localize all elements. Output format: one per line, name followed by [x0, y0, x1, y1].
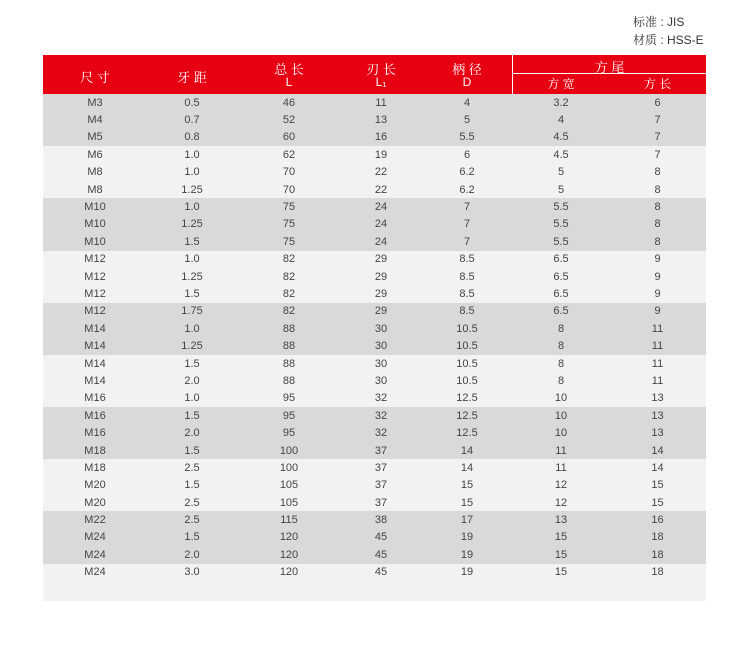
cell-square-length: 9	[654, 253, 661, 266]
cell-square-width: 8	[557, 374, 565, 387]
cell-shank-diameter: 15	[460, 479, 474, 492]
cell-square-width: 5.5	[553, 201, 569, 214]
cell-pitch: 1.75	[181, 305, 203, 318]
table-row	[43, 251, 706, 268]
cell-edge-length: 30	[374, 357, 388, 370]
cell-size: M12	[84, 253, 106, 266]
material-label: 材质 : HSS-E	[633, 33, 704, 47]
cell-square-width: 4.5	[553, 131, 569, 144]
cell-total-length: 120	[279, 566, 299, 579]
cell-edge-length: 37	[374, 444, 388, 457]
cell-edge-length: 37	[374, 479, 388, 492]
cell-square-length: 9	[654, 305, 661, 318]
cell-shank-diameter: 10.5	[456, 357, 478, 370]
cell-shank-diameter: 8.5	[459, 253, 475, 266]
cell-edge-length: 38	[374, 514, 388, 527]
cell-square-width: 6.5	[553, 287, 569, 300]
cell-square-length: 18	[651, 531, 664, 544]
cell-size: M14	[84, 322, 106, 335]
cell-pitch: 2.0	[184, 374, 200, 387]
cell-shank-diameter: 19	[460, 566, 474, 579]
cell-size: M8	[87, 183, 103, 196]
cell-square-width: 5.5	[553, 235, 569, 248]
cell-square-length: 8	[654, 235, 661, 248]
cell-square-length: 15	[651, 479, 664, 492]
cell-total-length: 70	[282, 166, 296, 179]
table-row	[43, 233, 706, 250]
cell-total-length: 60	[282, 131, 296, 144]
cell-square-width: 5.5	[553, 218, 569, 231]
cell-pitch: 1.5	[184, 409, 200, 422]
cell-pitch: 1.0	[184, 201, 200, 214]
cell-square-width: 13	[554, 514, 568, 527]
cell-square-width: 12	[554, 496, 568, 509]
cell-pitch: 1.25	[181, 218, 203, 231]
cell-shank-diameter: 17	[460, 514, 474, 527]
cell-shank-diameter: 7	[463, 201, 471, 214]
cell-pitch: 1.25	[181, 270, 203, 283]
cell-total-length: 95	[282, 427, 296, 440]
cell-pitch: 2.5	[184, 496, 200, 509]
cell-total-length: 120	[279, 531, 299, 544]
standard-label: 标准 : JIS	[633, 15, 685, 29]
cell-shank-diameter: 5.5	[459, 131, 475, 144]
cell-pitch: 1.5	[184, 287, 200, 300]
table-row	[43, 181, 706, 198]
cell-pitch: 0.8	[184, 131, 200, 144]
cell-total-length: 82	[282, 287, 296, 300]
cell-total-length: 82	[282, 270, 296, 283]
cell-shank-diameter: 12.5	[456, 392, 478, 405]
cell-pitch: 1.0	[184, 166, 200, 179]
cell-pitch: 2.0	[184, 427, 200, 440]
cell-size: M12	[84, 287, 106, 300]
cell-edge-length: 32	[374, 427, 388, 440]
cell-size: M4	[87, 114, 103, 127]
table-row	[43, 320, 706, 337]
header-edge-length-symbol: L₁	[375, 75, 387, 89]
cell-total-length: 46	[282, 96, 296, 109]
table-row	[43, 442, 706, 459]
cell-square-width: 12	[554, 479, 568, 492]
cell-square-length: 8	[654, 183, 661, 196]
cell-total-length: 75	[282, 201, 296, 214]
cell-square-length: 13	[651, 427, 664, 440]
cell-total-length: 82	[282, 253, 296, 266]
table-row	[43, 164, 706, 181]
cell-edge-length: 24	[374, 235, 388, 248]
cell-size: M20	[84, 496, 106, 509]
cell-pitch: 1.5	[184, 531, 200, 544]
table-row	[43, 337, 706, 354]
cell-edge-length: 30	[374, 374, 388, 387]
cell-square-width: 4	[557, 114, 565, 127]
cell-square-width: 8	[557, 322, 565, 335]
cell-shank-diameter: 6.2	[459, 183, 475, 196]
cell-edge-length: 37	[374, 461, 388, 474]
table-row	[43, 268, 706, 285]
cell-edge-length: 32	[374, 392, 388, 405]
cell-square-length: 7	[654, 148, 661, 161]
cell-square-length: 15	[651, 496, 664, 509]
cell-shank-diameter: 8.5	[459, 287, 475, 300]
cell-edge-length: 16	[374, 131, 388, 144]
cell-size: M5	[87, 131, 103, 144]
cell-square-width: 10	[554, 409, 568, 422]
cell-shank-diameter: 6.2	[459, 166, 475, 179]
cell-shank-diameter: 14	[460, 444, 474, 457]
cell-size: M18	[84, 444, 106, 457]
cell-square-length: 11	[651, 357, 664, 370]
cell-square-width: 6.5	[553, 270, 569, 283]
table-footer-band	[43, 581, 706, 601]
cell-size: M8	[87, 166, 103, 179]
cell-pitch: 2.5	[184, 514, 200, 527]
cell-total-length: 88	[282, 322, 296, 335]
cell-edge-length: 29	[374, 305, 388, 318]
cell-pitch: 1.5	[184, 235, 200, 248]
cell-total-length: 75	[282, 235, 296, 248]
cell-square-length: 8	[654, 201, 661, 214]
cell-size: M20	[84, 479, 106, 492]
cell-square-length: 9	[654, 270, 661, 283]
cell-total-length: 115	[280, 514, 298, 527]
cell-square-width: 8	[557, 340, 565, 353]
cell-square-width: 11	[555, 444, 567, 457]
cell-square-length: 18	[651, 566, 664, 579]
cell-square-length: 13	[651, 392, 664, 405]
cell-square-length: 6	[654, 96, 661, 109]
cell-edge-length: 30	[374, 322, 388, 335]
cell-size: M12	[84, 305, 106, 318]
cell-square-length: 8	[654, 166, 661, 179]
header-total-length: 总 长	[274, 62, 304, 77]
cell-square-width: 15	[554, 566, 568, 579]
cell-total-length: 88	[282, 357, 296, 370]
cell-square-length: 7	[654, 114, 661, 127]
cell-total-length: 88	[282, 340, 296, 353]
cell-shank-diameter: 19	[460, 548, 474, 561]
table-row	[43, 477, 706, 494]
cell-square-width: 5	[557, 166, 565, 179]
cell-pitch: 1.5	[184, 357, 200, 370]
table-row	[43, 303, 706, 320]
cell-square-width: 11	[555, 461, 567, 474]
cell-size: M22	[84, 514, 106, 527]
table-body	[43, 94, 706, 581]
header-square-tail: 方 尾	[594, 60, 625, 75]
table-row	[43, 546, 706, 563]
cell-edge-length: 29	[374, 253, 388, 266]
cell-pitch: 1.5	[184, 444, 200, 457]
cell-edge-length: 45	[374, 548, 388, 561]
cell-square-length: 11	[651, 374, 664, 387]
cell-edge-length: 24	[374, 218, 388, 231]
cell-edge-length: 29	[374, 287, 388, 300]
cell-size: M12	[84, 270, 106, 283]
table-row	[43, 564, 706, 581]
table-row	[43, 111, 706, 128]
cell-shank-diameter: 19	[460, 531, 474, 544]
cell-pitch: 0.7	[184, 114, 200, 127]
cell-square-width: 15	[554, 531, 568, 544]
cell-pitch: 0.5	[184, 96, 200, 109]
cell-pitch: 1.0	[184, 322, 200, 335]
cell-pitch: 1.5	[184, 479, 200, 492]
cell-shank-diameter: 5	[463, 114, 471, 127]
cell-shank-diameter: 6	[463, 148, 471, 161]
table-row	[43, 494, 706, 511]
cell-pitch: 1.0	[184, 392, 200, 405]
table-row	[43, 94, 706, 111]
cell-square-length: 13	[651, 409, 664, 422]
cell-total-length: 100	[279, 461, 299, 474]
cell-size: M10	[84, 201, 106, 214]
cell-edge-length: 22	[374, 166, 388, 179]
cell-size: M24	[84, 566, 106, 579]
cell-size: M24	[84, 548, 106, 561]
table-row	[43, 372, 706, 389]
cell-edge-length: 24	[374, 201, 388, 214]
cell-size: M3	[87, 96, 103, 109]
table-row	[43, 198, 706, 215]
table-row	[43, 285, 706, 302]
cell-edge-length: 45	[374, 531, 388, 544]
cell-square-length: 8	[654, 218, 661, 231]
cell-total-length: 82	[282, 305, 296, 318]
cell-shank-diameter: 10.5	[456, 374, 478, 387]
cell-pitch: 2.5	[184, 461, 200, 474]
cell-shank-diameter: 14	[460, 461, 474, 474]
cell-total-length: 62	[282, 148, 296, 161]
cell-size: M10	[84, 218, 106, 231]
cell-square-width: 8	[557, 357, 565, 370]
cell-total-length: 100	[279, 444, 299, 457]
cell-edge-length: 11	[375, 96, 387, 109]
table-row	[43, 355, 706, 372]
cell-edge-length: 32	[374, 409, 388, 422]
table-row	[43, 146, 706, 163]
cell-square-length: 11	[651, 340, 664, 353]
cell-size: M18	[84, 461, 106, 474]
cell-total-length: 95	[282, 392, 296, 405]
cell-square-length: 9	[654, 287, 661, 300]
cell-edge-length: 45	[374, 566, 388, 579]
table-row	[43, 511, 706, 528]
table-row	[43, 216, 706, 233]
cell-total-length: 95	[282, 409, 296, 422]
cell-total-length: 52	[282, 114, 296, 127]
cell-pitch: 1.0	[184, 253, 200, 266]
cell-square-width: 4.5	[553, 148, 569, 161]
cell-pitch: 1.25	[181, 340, 203, 353]
cell-size: M14	[84, 340, 106, 353]
cell-square-width: 15	[554, 548, 568, 561]
cell-square-length: 18	[651, 548, 664, 561]
header-size: 尺 寸	[80, 70, 110, 85]
table-row	[43, 407, 706, 424]
cell-size: M16	[84, 409, 106, 422]
cell-shank-diameter: 12.5	[456, 427, 478, 440]
cell-pitch: 2.0	[184, 548, 200, 561]
table-row	[43, 390, 706, 407]
cell-size: M14	[84, 374, 106, 387]
cell-edge-length: 13	[374, 114, 388, 127]
table-row	[43, 424, 706, 441]
header-square-length: 方 长	[643, 77, 672, 91]
table-row	[43, 129, 706, 146]
cell-square-width: 5	[557, 183, 565, 196]
cell-size: M16	[84, 392, 106, 405]
cell-edge-length: 19	[374, 148, 388, 161]
cell-shank-diameter: 15	[460, 496, 474, 509]
header-pitch: 牙 距	[177, 70, 207, 85]
cell-square-width: 10	[554, 392, 568, 405]
header-total-length-symbol: L	[285, 75, 293, 89]
table-row	[43, 529, 706, 546]
cell-shank-diameter: 8.5	[459, 305, 475, 318]
cell-pitch: 1.0	[184, 148, 200, 161]
cell-shank-diameter: 10.5	[456, 322, 478, 335]
cell-total-length: 105	[279, 496, 299, 509]
cell-size: M6	[87, 148, 103, 161]
cell-total-length: 120	[279, 548, 299, 561]
cell-total-length: 70	[282, 183, 296, 196]
cell-size: M16	[84, 427, 106, 440]
cell-size: M24	[84, 531, 106, 544]
table-header	[43, 55, 706, 94]
cell-size: M10	[84, 235, 106, 248]
cell-edge-length: 37	[374, 496, 388, 509]
header-edge-length: 刃 长	[366, 62, 396, 77]
cell-square-width: 3.2	[553, 96, 569, 109]
cell-square-length: 7	[654, 131, 661, 144]
cell-shank-diameter: 8.5	[459, 270, 475, 283]
cell-square-length: 16	[651, 514, 664, 527]
cell-shank-diameter: 10.5	[456, 340, 478, 353]
cell-square-width: 6.5	[553, 305, 569, 318]
header-shank-diameter: 柄 径	[452, 62, 482, 77]
cell-square-length: 14	[651, 461, 664, 474]
cell-size: M14	[84, 357, 106, 370]
cell-pitch: 3.0	[184, 566, 200, 579]
cell-shank-diameter: 7	[463, 235, 471, 248]
cell-total-length: 105	[279, 479, 299, 492]
cell-edge-length: 29	[374, 270, 388, 283]
cell-square-width: 6.5	[553, 253, 569, 266]
cell-total-length: 88	[282, 374, 296, 387]
spec-table	[43, 55, 706, 601]
cell-pitch: 1.25	[181, 183, 203, 196]
table-row	[43, 459, 706, 476]
cell-total-length: 75	[282, 218, 296, 231]
cell-shank-diameter: 4	[463, 96, 471, 109]
cell-edge-length: 22	[374, 183, 388, 196]
cell-square-length: 14	[651, 444, 664, 457]
header-shank-symbol: D	[462, 75, 472, 89]
cell-edge-length: 30	[374, 340, 388, 353]
cell-square-width: 10	[554, 427, 568, 440]
cell-shank-diameter: 12.5	[456, 409, 478, 422]
cell-square-length: 11	[651, 322, 664, 335]
header-square-width: 方 宽	[547, 77, 575, 91]
cell-shank-diameter: 7	[463, 218, 471, 231]
